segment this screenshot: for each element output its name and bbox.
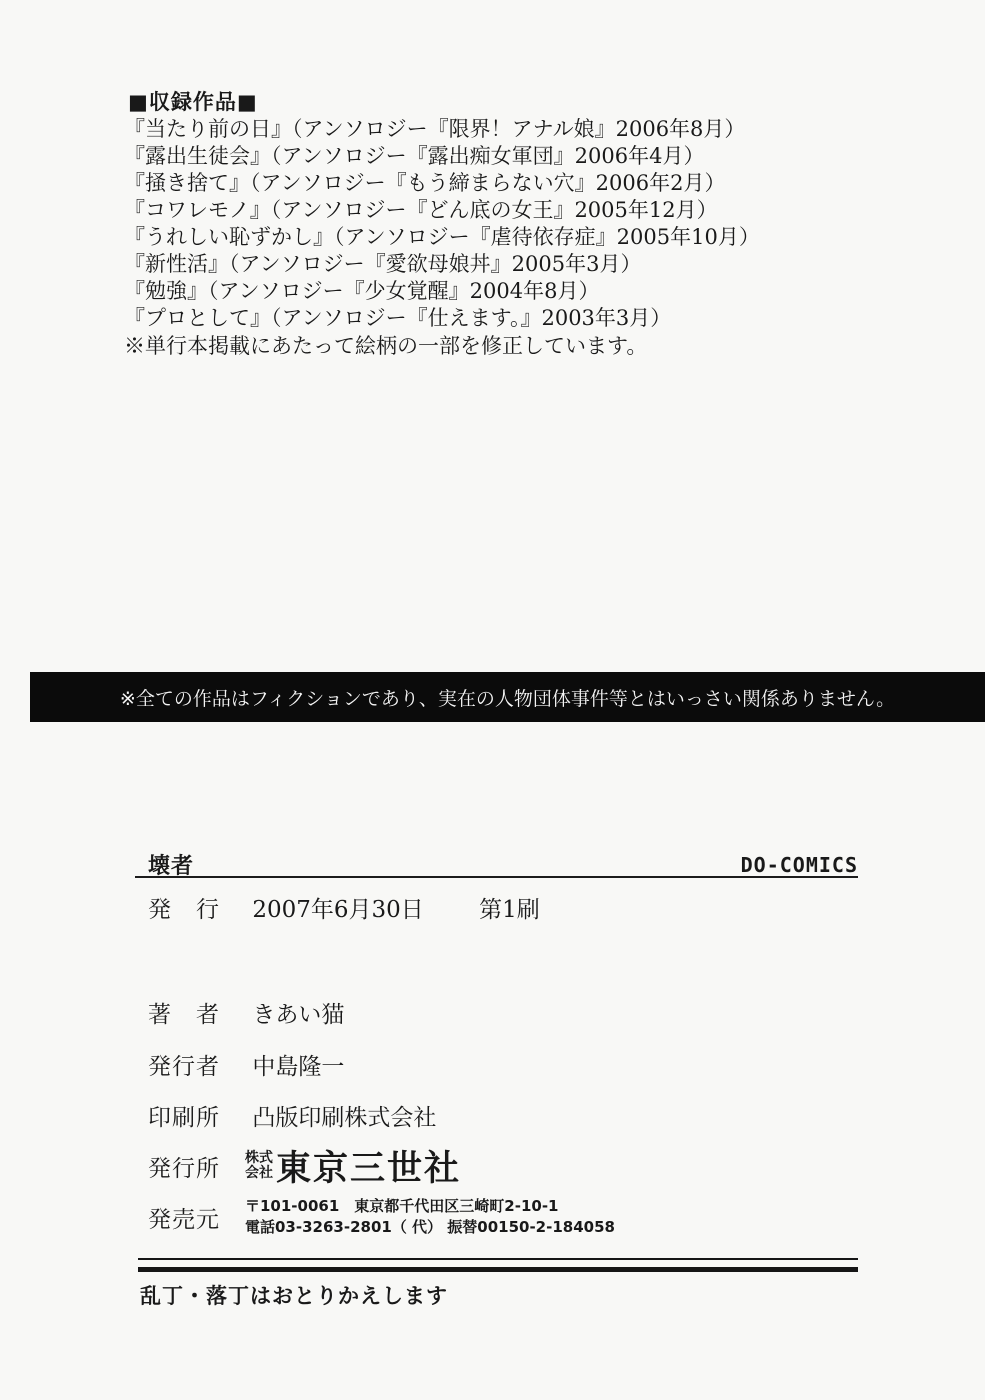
publication-row (148, 891, 540, 924)
series-imprint-label: DO-COMICS (740, 853, 858, 877)
company-type-bottom: 会社 (245, 1165, 273, 1181)
publisher-company-row (148, 1141, 461, 1191)
disclaimer-text: ※全ての作品はフィクションであり、実在の人物団体事件等とはいっさい関係ありません。 (119, 687, 896, 710)
printer-row (148, 1099, 436, 1132)
disclaimer-banner (30, 672, 985, 722)
work-item: 『プロとして』（アンソロジー『仕えます。』2003年3月） (124, 306, 672, 330)
title-underline (135, 876, 858, 878)
distributor-address: 〒101-0061 東京都千代田区三崎町2-10-1 (245, 1197, 559, 1215)
publisher-person-row (148, 1048, 344, 1081)
bottom-double-rule (138, 1258, 858, 1272)
publisher-company-label: 発行所 (148, 1155, 220, 1182)
publication-label: 発 行 (148, 897, 220, 923)
work-item: 『コワレモノ』（アンソロジー『どん底の女王』2005年12月） (124, 198, 718, 222)
printer-label: 印刷所 (148, 1105, 220, 1131)
distributor-contact (245, 1196, 615, 1238)
defect-exchange-note: 乱丁・落丁はおとりかえします (140, 1284, 448, 1308)
printer-name: 凸版印刷株式会社 (252, 1105, 437, 1131)
publisher-person-name: 中島隆一 (252, 1054, 345, 1080)
distributor-row (148, 1196, 615, 1238)
publisher-company-name: 東京三世社 (276, 1149, 462, 1189)
company-type-prefix (245, 1151, 273, 1181)
publication-edition: 第1刷 (479, 897, 540, 923)
author-row (148, 996, 344, 1029)
work-item: 『当たり前の日』（アンソロジー『限界！アナル娘』2006年8月） (124, 117, 746, 141)
work-item: 『新性活』（アンソロジー『愛欲母娘丼』2005年3月） (124, 252, 642, 276)
works-revision-note: ※単行本掲載にあたって絵柄の一部を修正しています。 (124, 334, 648, 358)
work-item: 『勉強』（アンソロジー『少女覚醒』2004年8月） (124, 279, 600, 303)
works-section (124, 88, 884, 360)
author-name: きあい猫 (252, 1002, 345, 1028)
work-item: 『露出生徒会』（アンソロジー『露出痴女軍団』2006年4月） (124, 144, 705, 168)
publication-date: 2007年6月30日 (252, 897, 424, 923)
work-item: 『うれしい恥ずかし』（アンソロジー『虐待依存症』2005年10月） (124, 225, 760, 249)
distributor-label: 発売元 (148, 1206, 220, 1233)
book-title: 壊者 (148, 854, 195, 879)
author-label: 著 者 (148, 1002, 220, 1028)
distributor-phone: 電話03-3263-2801（ 代） 振替00150-2-184058 (245, 1218, 615, 1236)
works-heading: ■収録作品■ (128, 89, 258, 114)
publisher-person-label: 発行者 (148, 1054, 220, 1080)
company-type-top: 株式 (245, 1150, 273, 1166)
work-item: 『掻き捨て』（アンソロジー『もう締まらない穴』2006年2月） (124, 171, 726, 195)
